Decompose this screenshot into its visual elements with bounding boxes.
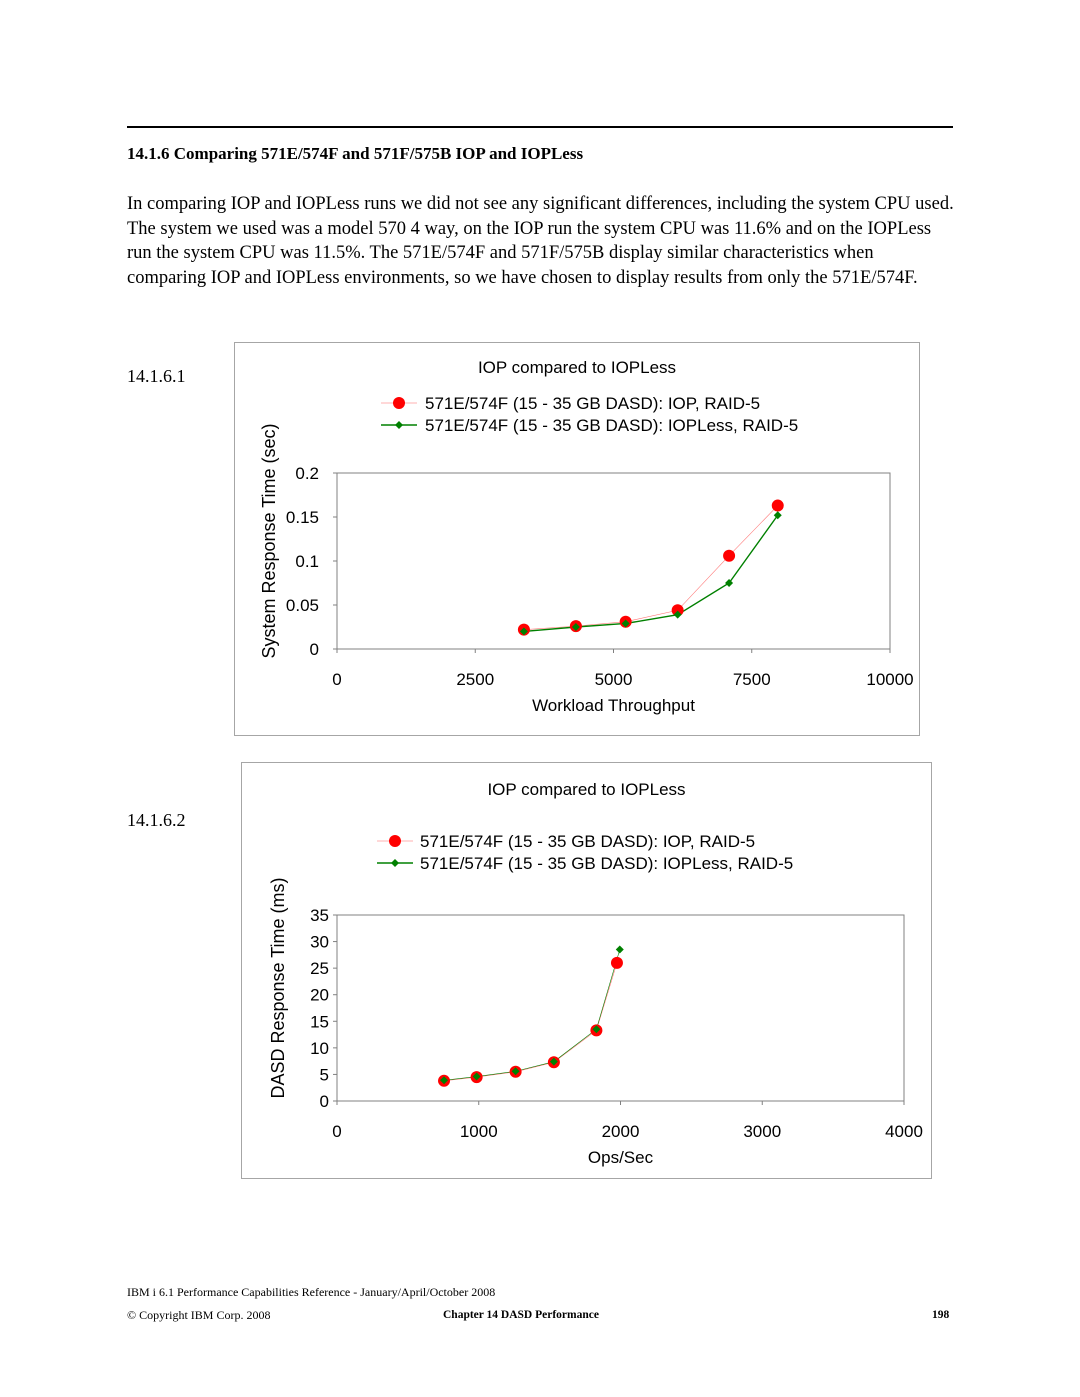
data-point-0 <box>772 500 784 512</box>
legend-label-1: 571E/574F (15 - 35 GB DASD): IOPLess, RAID-5 <box>420 854 794 873</box>
y-tick-label: 0 <box>319 1092 329 1111</box>
legend-label-0: 571E/574F (15 - 35 GB DASD): IOP, RAID-5 <box>425 394 761 413</box>
footer-page-number: 198 <box>932 1309 950 1321</box>
legend-label-0: 571E/574F (15 - 35 GB DASD): IOP, RAID-5 <box>420 832 756 851</box>
data-point-0 <box>611 957 623 969</box>
plot-area <box>337 915 904 1101</box>
chart-1-frame <box>234 342 920 736</box>
y-axis-label: DASD Response Time (ms) <box>268 877 288 1099</box>
chart-title: IOP compared to IOPLess <box>477 358 677 377</box>
legend-marker-1 <box>391 859 399 867</box>
chart-2-frame <box>241 762 932 1179</box>
x-tick-label: 5000 <box>594 670 633 689</box>
y-tick-label: 0 <box>309 640 319 659</box>
x-tick-label: 1000 <box>459 1122 498 1141</box>
chart-1 <box>235 343 919 735</box>
body-paragraph: In comparing IOP and IOPLess runs we did not see any significant differences, including the system CPU used. The system we used was a model 570 4 way, on the IOP run the system CPU was 11.6% and on the IOPLess run the system CPU was 11.5%. The 571E/574F and 571F/575B display similar characteristics when comparing IOP and IOPLess environments, so we have chosen to display results from only the 571E/574F. <box>127 194 954 288</box>
figure-label-2: 14.1.6.2 <box>127 810 186 830</box>
y-tick-label: 0.15 <box>285 508 319 527</box>
y-tick-label: 35 <box>310 906 329 925</box>
legend-marker-1 <box>395 421 403 429</box>
x-axis-label: Ops/Sec <box>587 1148 654 1167</box>
y-tick-label: 30 <box>310 932 329 952</box>
footer-reference: IBM i 6.1 Performance Capabilities Reference - January/April/October 2008 <box>127 1285 496 1299</box>
chart-title: IOP compared to IOPLess <box>487 780 686 799</box>
x-tick-label: 0 <box>332 1122 342 1141</box>
legend-label-1: 571E/574F (15 - 35 GB DASD): IOPLess, RAID-5 <box>425 416 799 435</box>
x-tick-label: 3000 <box>743 1122 782 1141</box>
section-heading: 14.1.6 Comparing 571E/574F and 571F/575B IOP and IOPLess <box>127 144 584 163</box>
x-tick-label: 7500 <box>732 670 771 689</box>
legend-marker-0 <box>389 835 401 847</box>
legend-marker-0 <box>393 397 405 409</box>
y-tick-label: 15 <box>310 1012 329 1032</box>
figure-label-1: 14.1.6.1 <box>127 366 186 386</box>
top-rule <box>127 126 953 128</box>
footer-copyright: © Copyright IBM Corp. 2008 <box>127 1308 271 1322</box>
y-tick-label: 10 <box>310 1038 329 1058</box>
y-tick-label: 0.05 <box>285 596 319 615</box>
x-tick-label: 2500 <box>456 670 495 689</box>
data-point-0 <box>723 550 735 562</box>
x-tick-label: 2000 <box>601 1122 640 1141</box>
x-tick-label: 0 <box>332 670 342 689</box>
x-tick-label: 4000 <box>885 1122 923 1141</box>
y-tick-label: 0.2 <box>295 464 319 483</box>
y-axis-label: System Response Time (sec) <box>259 423 279 659</box>
x-tick-label: 10000 <box>866 670 914 689</box>
chart-2 <box>242 763 931 1178</box>
y-tick-label: 0.1 <box>295 552 319 571</box>
footer-chapter: Chapter 14 DASD Performance <box>443 1309 599 1321</box>
y-tick-label: 20 <box>310 985 329 1005</box>
y-tick-label: 5 <box>319 1065 329 1085</box>
y-tick-label: 25 <box>310 959 329 979</box>
x-axis-label: Workload Throughput <box>532 696 695 715</box>
